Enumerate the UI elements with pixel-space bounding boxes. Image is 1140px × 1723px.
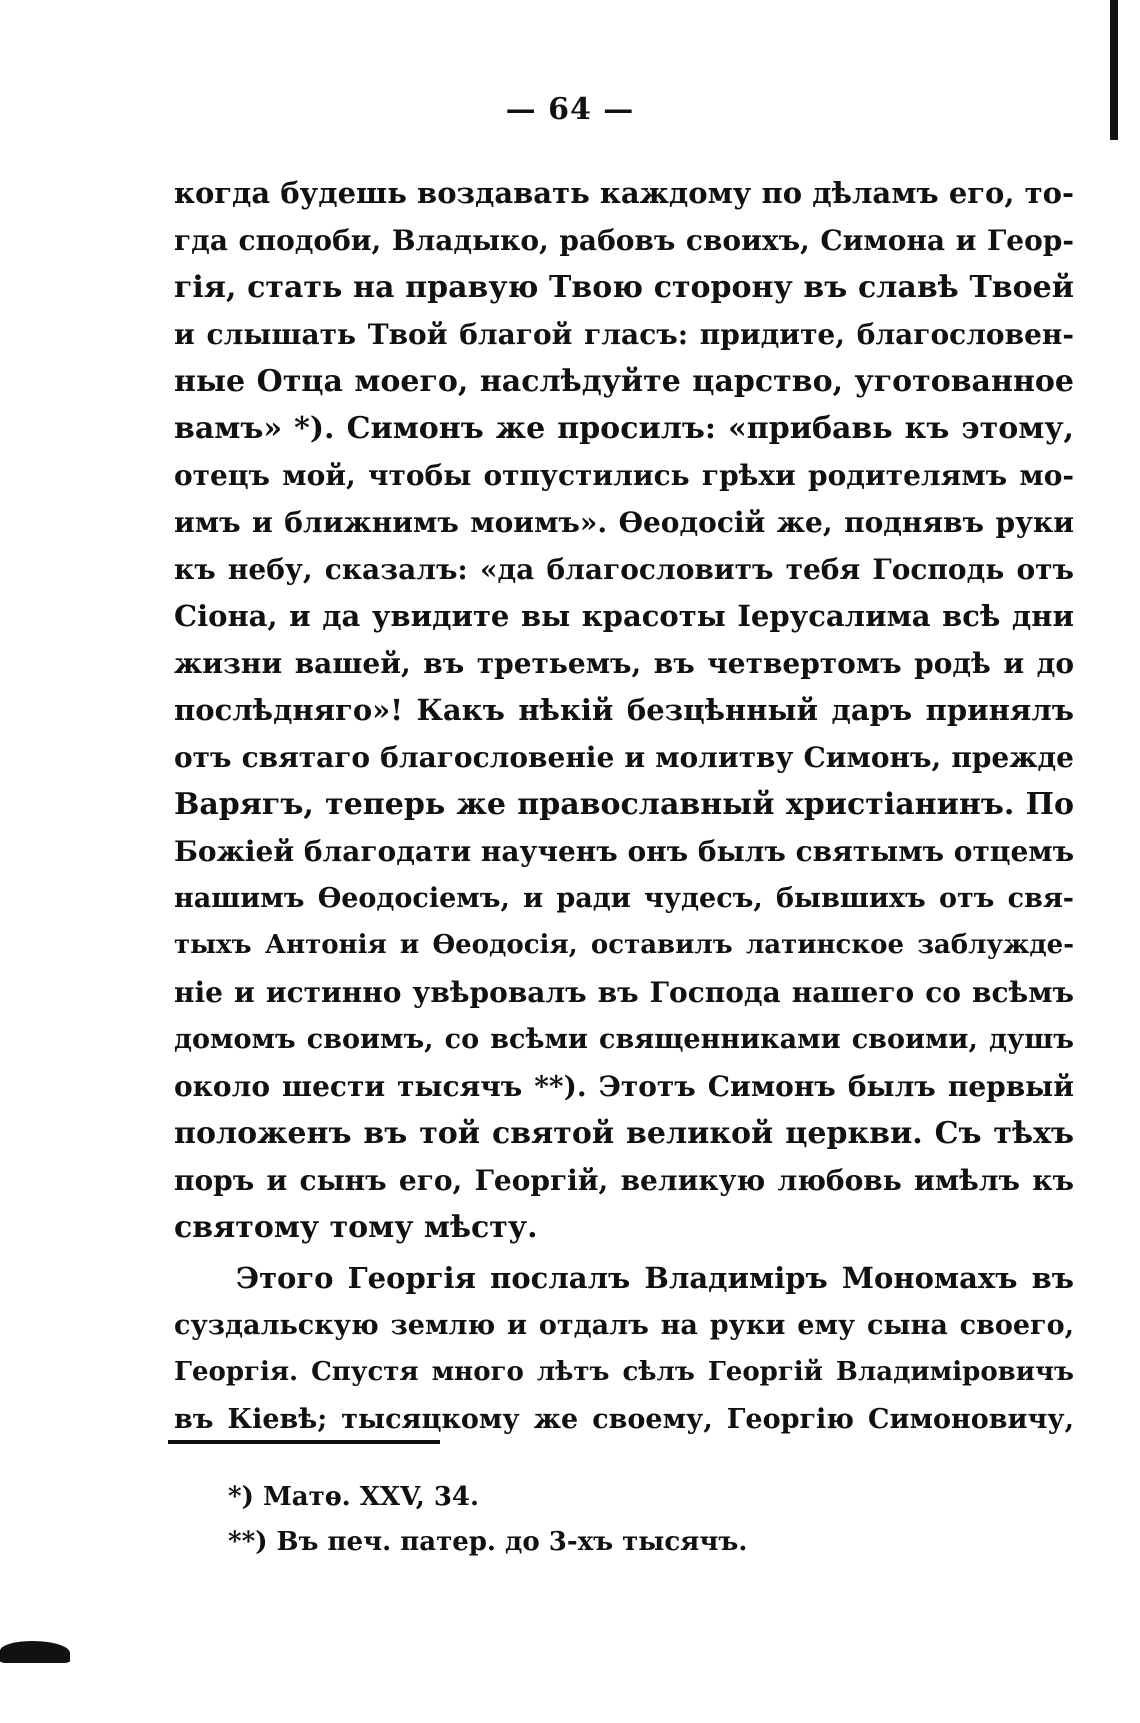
ink-smudge (0, 1641, 70, 1663)
text-line: къ небу, сказалъ: «да благословитъ тебя Господь отъ (174, 553, 1074, 586)
text-line: Божіей благодати наученъ онъ былъ святымъ отцемъ (174, 835, 1075, 868)
text-line: послѣдняго»! Какъ нѣкій безцѣнный даръ принялъ (174, 693, 1074, 727)
footnote-divider (168, 1440, 440, 1444)
text-line: домомъ своимъ, со всѣми священниками своими, душъ (174, 1024, 1074, 1055)
text-line: и слышать Твой благой гласъ: придите, благословен- (174, 318, 1074, 351)
page-number: — 64 — (505, 92, 635, 127)
paragraph-first-line: Этого Георгія послалъ Владиміръ Мономахъ въ (236, 1261, 1074, 1295)
text-line: Варягъ, теперь же православный христіанинъ. По (174, 787, 1074, 822)
text-line: когда будешь воздавать каждому по дѣламъ его, то- (174, 176, 1074, 210)
footnote-1: *) Матѳ. XXV, 34. (228, 1482, 480, 1512)
text-line: Георгія. Спустя много лѣтъ сѣлъ Георгій Владиміровичъ (174, 1357, 1074, 1387)
footnotes (228, 1475, 1028, 1565)
text-line: около шести тысячъ **). Этотъ Симонъ былъ первый (174, 1070, 1074, 1103)
text-line: нашимъ Ѳеодосіемъ, и ради чудесъ, бывшихъ отъ свя- (174, 883, 1074, 914)
text-line: тыхъ Антонія и Ѳеодосія, оставилъ латинское заблужде- (174, 930, 1074, 960)
text-line: отецъ мой, чтобы отпустились грѣхи родителямъ мо- (174, 459, 1074, 492)
text-line: поръ и сынъ его, Георгій, великую любовь имѣлъ къ (174, 1164, 1074, 1197)
text-line: жизни вашей, въ третьемъ, въ четвертомъ родѣ и до (174, 647, 1074, 680)
text-line: гда сподоби, Владыко, рабовъ своихъ, Симона и Геор- (174, 224, 1074, 257)
text-line: гія, стать на правую Твою сторону въ славѣ Твоей (174, 270, 1074, 305)
text-line: имъ и ближнимъ моимъ». Ѳеодосій же, поднявъ руки (174, 506, 1074, 539)
text-line: положенъ въ той святой великой церкви. Съ тѣхъ (174, 1116, 1074, 1151)
body-text (174, 170, 1074, 1443)
footnote-2: **) Въ печ. патер. до 3-хъ тысячъ. (228, 1527, 748, 1557)
text-line: вамъ» *). Симонъ же просилъ: «прибавь къ этому, (174, 411, 1074, 446)
text-line: святому тому мѣсту. (174, 1210, 538, 1245)
text-line: Сіона, и да увидите вы красоты Іерусалима всѣ дни (174, 599, 1074, 633)
text-line: въ Кіевѣ; тысяцкому же своему, Георгію Симоновичу, (174, 1404, 1074, 1435)
text-line: ніе и истинно увѣровалъ въ Господа нашего со всѣмъ (174, 976, 1074, 1009)
text-line: суздальскую землю и отдалъ на руки ему сына своего, (174, 1310, 1074, 1341)
text-line: ные Отца моего, наслѣдуйте царство, уготованное (174, 364, 1074, 399)
text-line: отъ святаго благословеніе и молитву Симонъ, прежде (174, 741, 1074, 774)
